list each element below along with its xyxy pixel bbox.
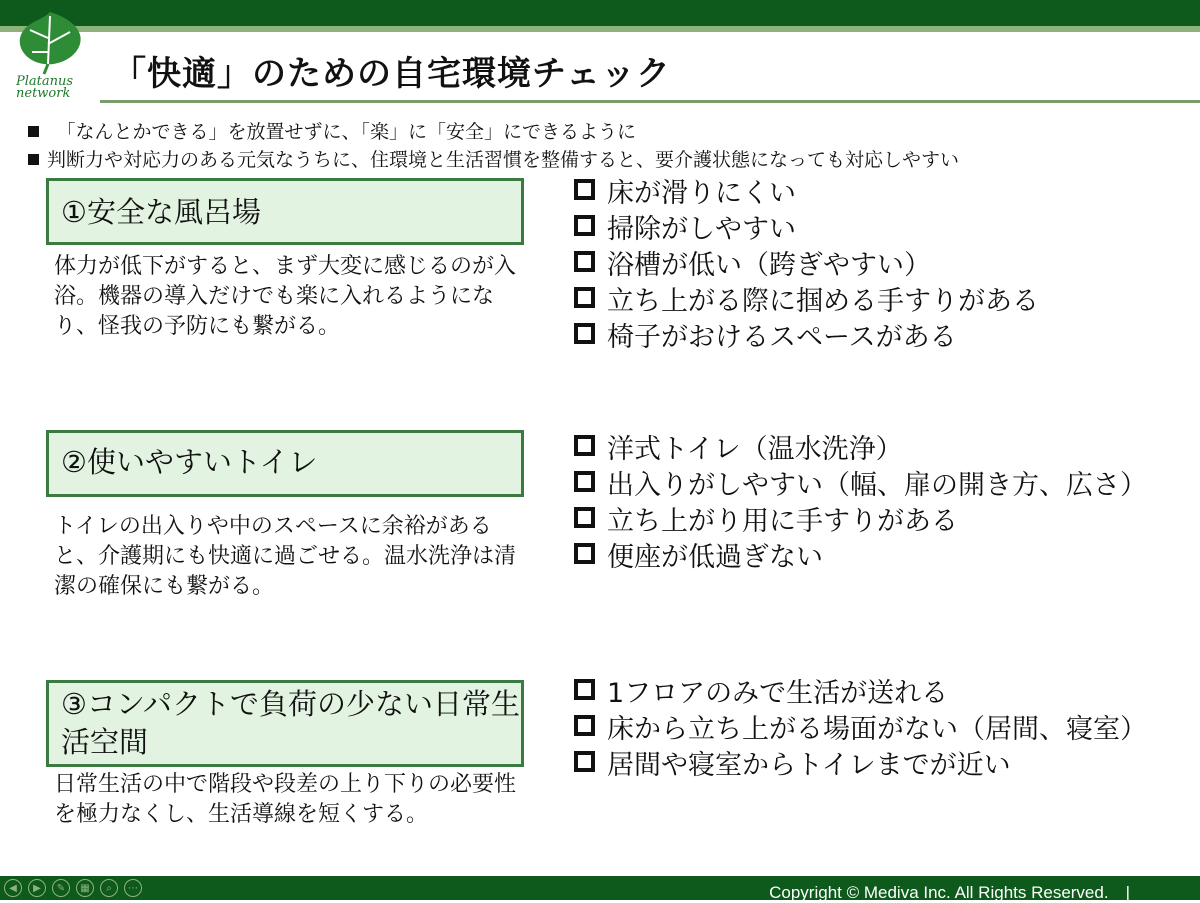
checklist-item: [574, 504, 1147, 540]
checkbox-icon: [574, 471, 595, 492]
platanus-logo: [10, 8, 90, 100]
checklist-item: [574, 432, 1147, 468]
checklist-item-text: 洋式トイレ（温水洗浄）: [607, 434, 903, 465]
checklist-item: [574, 212, 1039, 248]
checklist-item-text: 居間や寝室からトイレまでが近い: [607, 750, 1011, 781]
slides-overview-icon[interactable]: ▦: [76, 879, 94, 897]
checklist-item: [574, 468, 1147, 504]
page-title: 「快適」のための自宅環境チェック: [112, 54, 671, 94]
section-heading-toilet: [46, 430, 524, 497]
checkbox-icon: [574, 751, 595, 772]
checkbox-icon: [574, 323, 595, 344]
checkbox-icon: [574, 435, 595, 456]
checklist-bath: [574, 176, 1039, 356]
logo-line-2: network: [16, 86, 71, 101]
checklist-item: [574, 248, 1039, 284]
checkbox-icon: [574, 543, 595, 564]
checkbox-icon: [574, 251, 595, 272]
checklist-item-text: 立ち上がる際に掴める手すりがある: [607, 286, 1039, 317]
checklist-item-text: 浴槽が低い（跨ぎやすい）: [607, 250, 931, 281]
section-heading-living-space: [46, 680, 524, 767]
intro-bullet-text: 「なんとかできる」を放置せずに、「楽」に「安全」にできるように: [47, 121, 637, 143]
copyright-text: Copyright © Mediva Inc. All Rights Reserved. |: [769, 883, 1130, 902]
checklist-item: [574, 712, 1147, 748]
more-options-icon[interactable]: ⋯: [124, 879, 142, 897]
zoom-icon[interactable]: ⌕: [100, 879, 118, 897]
section-heading-text: ③コンパクトで負荷の少ない日常生活空間: [61, 687, 520, 759]
footer-bar: [0, 876, 1200, 900]
checklist-item: [574, 748, 1147, 784]
checklist-item: [574, 540, 1147, 576]
checklist-item-text: 便座が低過ぎない: [607, 542, 823, 573]
section-description-toilet: トイレの出入りや中のスペースに余裕があると、介護期にも快適に過ごせる。温水洗浄は清潔の確保にも繋がる。: [54, 514, 517, 599]
checklist-living-space: [574, 676, 1147, 784]
checklist-item: [574, 676, 1147, 712]
logo-text: [16, 76, 73, 100]
checkbox-icon: [574, 215, 595, 236]
section-description-bath: 体力が低下がすると、まず大変に感じるのが入浴。機器の導入だけでも楽に入れるようになり、怪我の予防にも繋がる。: [54, 254, 517, 339]
checklist-item-text: 出入りがしやすい（幅、扉の開き方、広さ）: [607, 470, 1147, 501]
section-heading-bath: [46, 178, 524, 245]
checklist-item: [574, 284, 1039, 320]
checklist-item-text: 床が滑りにくい: [607, 178, 796, 209]
checklist-toilet: [574, 432, 1147, 576]
next-slide-icon[interactable]: ▶: [28, 879, 46, 897]
title-divider: [100, 100, 1200, 103]
intro-bullet-2: [28, 145, 959, 172]
checkbox-icon: [574, 679, 595, 700]
checklist-item-text: 立ち上がり用に手すりがある: [607, 506, 958, 537]
top-banner: [0, 0, 1200, 26]
section-heading-text: ②使いやすいトイレ: [61, 445, 318, 479]
checklist-item-text: 椅子がおけるスペースがある: [607, 322, 957, 353]
section-heading-text: ①安全な風呂場: [61, 195, 261, 229]
checkbox-icon: [574, 507, 595, 528]
pen-icon[interactable]: ✎: [52, 879, 70, 897]
checklist-item-text: 1フロアのみで生活が送れる: [607, 678, 949, 709]
square-bullet-icon: [28, 126, 39, 137]
section-description-living-space: 日常生活の中で階段や段差の上り下りの必要性を極力なくし、生活導線を短くする。: [54, 772, 517, 827]
checklist-item-text: 掃除がしやすい: [607, 214, 796, 245]
square-bullet-icon: [28, 154, 39, 165]
logo-line-1: Platanus: [16, 74, 74, 89]
checkbox-icon: [574, 287, 595, 308]
intro-bullet-text: 判断力や対応力のある元気なうちに、住環境と生活習慣を整備すると、要介護状態になっても対応しやすい: [47, 149, 960, 171]
slide-nav-controls: [4, 876, 142, 900]
previous-slide-icon[interactable]: ◀: [4, 879, 22, 897]
top-banner-accent: [0, 26, 1200, 32]
checklist-item-text: 床から立ち上がる場面がない（居間、寝室）: [607, 714, 1147, 745]
checklist-item: [574, 176, 1039, 212]
checkbox-icon: [574, 715, 595, 736]
checklist-item: [574, 320, 1039, 356]
checkbox-icon: [574, 179, 595, 200]
intro-bullet-1: [28, 117, 636, 144]
